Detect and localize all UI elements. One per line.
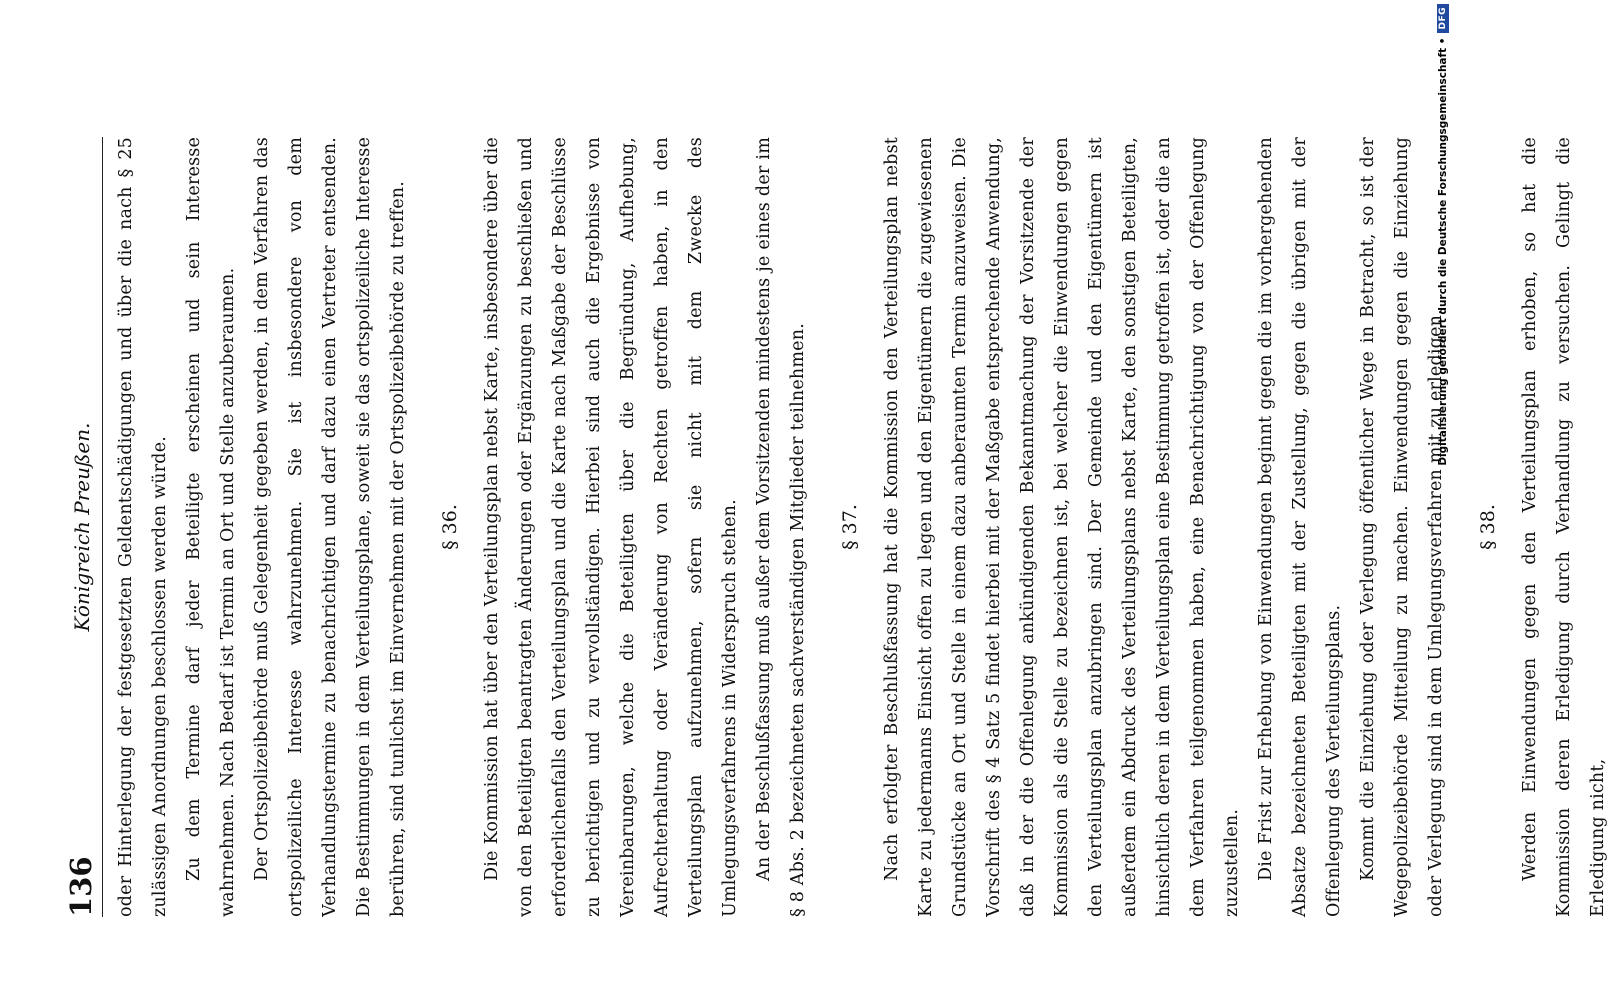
dfg-logo: DFG bbox=[1437, 4, 1449, 33]
paragraph: Der Ortspolizeibehörde muß Gelegenheit gegeben werden, in dem Verfahren das ortspolizeiliche Interesse wahrzunehmen. Sie ist insbesondere von dem Verhandlungstermine zu benachrichtigen und darf dazu einen Vertreter entsenden. Die Bestimmungen in dem Verteilungsplane, soweit sie das ortspolizeiliche Interesse berühren, sind tunlichst im Einvernehmen mit der Ortspolizeibehörde zu treffen. bbox=[252, 137, 408, 917]
paragraph: Die Frist zur Erhebung von Einwendungen beginnt gegen die im vorhergehenden Absatze bezeichneten Beteiligten mit der Zustellung, gegen die übrigen mit der Offenlegung des Verteilungsplans. bbox=[1256, 137, 1344, 917]
paragraph: Kommt die Einziehung oder Verlegung öffentlicher Wege in Betracht, so ist der Wegepolizeibehörde Mitteilung zu machen. Einwendungen gegen die Einziehung oder Verlegung sind in dem Umlegungsverfahren mit zu erledigen. bbox=[1358, 137, 1446, 917]
paragraph: Werden Einwendungen gegen den Verteilungsplan erhoben, so hat die Kommission deren Erledigung durch Verhandlung zu versuchen. Gelingt die Erledigung nicht, bbox=[1520, 137, 1608, 917]
section-heading-38: § 38. bbox=[1477, 504, 1499, 550]
paragraph: oder Hinterlegung der festgesetzten Geldentschädigungen und über die nach § 25 zulässigen Anordnungen beschlossen werden würde. bbox=[116, 137, 170, 917]
section-heading-36: § 36. bbox=[439, 504, 461, 550]
page-header bbox=[62, 137, 103, 917]
page-number: 136 bbox=[64, 856, 98, 917]
funding-caption bbox=[1432, 4, 1454, 994]
paragraph: Die Kommission hat über den Verteilungsplan nebst Karte, insbesondere über die von den Beteiligten beantragten Änderungen oder Ergänzungen zu beschließen und erforderlichenfalls den Verteilungsplan und die Karte nach Maßgabe der Beschlüsse zu berichtigen und zu vervollständigen. Hierbei sind auch die Ergebnisse von Vereinbarungen, welche die Beteiligten über die Begründung, Aufhebung, Aufrechterhaltung oder Veränderung von Rechten getroffen haben, in den Verteilungsplan aufzunehmen, sofern sie nicht mit dem Zwecke des Umlegungsverfahrens in Widerspruch stehen. bbox=[482, 137, 740, 917]
paragraph: Nach erfolgter Beschlußfassung hat die Kommission den Verteilungsplan nebst Karte zu jedermanns Einsicht offen zu legen und den Eigentümern die zugewiesenen Grundstücke an Ort und Stelle in einem dazu anberaumten Termin anzuweisen. Die Vorschrift des § 4 Satz 5 findet hierbei mit der Maßgabe entsprechende Anwendung, daß in der die Offenlegung ankündigenden Bekanntmachung der Vorsitzende der Kommission als die Stelle zu bezeichnen ist, bei welcher die Einwendungen gegen den Verteilungsplan anzubringen sind. Der Gemeinde und den Eigentümern ist außerdem ein Abdruck des Verteilungsplans nebst Karte, den sonstigen Beteiligten, hinsichtlich deren in dem Verteilungsplan eine Bestimmung getroffen ist, oder die an dem Verfahren teilgenommen haben, eine Benachrichtigung von der Offenlegung zuzustellen. bbox=[882, 137, 1242, 917]
text-body bbox=[109, 137, 1615, 917]
paragraph: Zu dem Termine darf jeder Beteiligte erscheinen und sein Interesse wahrnehmen. Nach Bedarf ist Termin an Ort und Stelle anzuberaumen. bbox=[184, 137, 238, 917]
paragraph: An der Beschlußfassung muß außer dem Vorsitzenden mindestens je eines der im § 8 Abs. 2 bezeichneten sachverständigen Mitglieder teilnehmen. bbox=[754, 137, 808, 917]
running-head: Königreich Preußen. bbox=[70, 422, 94, 632]
section-heading-37: § 37. bbox=[839, 504, 861, 550]
funding-caption-text: Digitalisierung gefördert durch die Deutsche Forschungsgemeinschaft • bbox=[1437, 37, 1449, 466]
